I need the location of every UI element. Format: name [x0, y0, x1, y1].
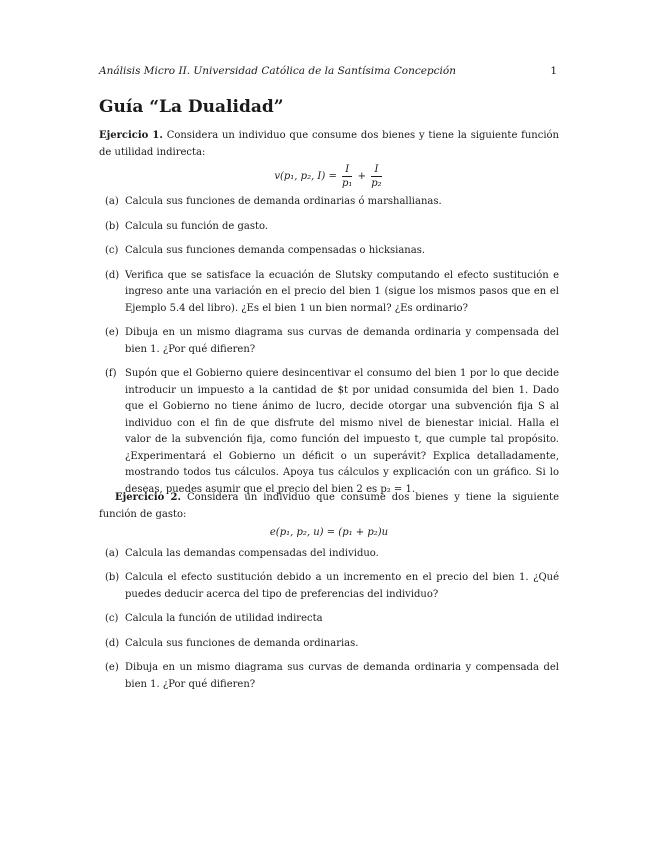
exercise-1-intro: Considera un individuo que consume dos bienes y tiene la siguiente función de utilidad indirecta: — [99, 130, 559, 158]
indirect-utility-formula — [99, 163, 559, 190]
exercise-2-item-a — [99, 546, 559, 563]
fraction-1-denominator: p₁ — [342, 178, 353, 189]
item-label: (d) — [105, 269, 120, 281]
item-text: Calcula sus funciones de demanda ordinarias. — [125, 637, 359, 649]
item-label: (c) — [105, 245, 119, 256]
exercise-2-statement — [99, 490, 559, 523]
exercise-1-item-a — [99, 194, 559, 211]
item-text: Verifica que se satisface la ecuación de Slutsky computando el efecto sustitución e ingreso ante una variación en el precio del bien 1 (sigue los mismos pasos que en el Ejemplo 5.4 del libro). ¿Es el bien 1 un bien normal? ¿Es ordinario? — [125, 269, 559, 314]
exercise-2-intro: Considera un individuo que consume dos bienes y tiene la siguiente función de gasto: — [99, 492, 559, 520]
exercise-2 — [99, 490, 559, 701]
page-number: 1 — [550, 65, 557, 77]
exercise-2-items — [99, 546, 559, 694]
exercise-1-item-c — [99, 243, 559, 260]
formula-lhs: v(p₁, p₂, I) = — [274, 171, 337, 182]
exercise-1-label: Ejercicio 1. — [99, 130, 163, 141]
item-label: (a) — [105, 196, 119, 207]
exercise-1-item-e — [99, 325, 559, 358]
formula-plus: + — [357, 171, 367, 182]
exercise-2-item-b — [99, 570, 559, 603]
item-text: Dibuja en un mismo diagrama sus curvas de demanda ordinaria y compensada del bien 1. ¿Por qué difieren? — [125, 662, 559, 690]
exercise-1-item-d — [99, 268, 559, 318]
exercise-1 — [99, 128, 559, 506]
fraction-2-numerator: I — [371, 163, 381, 177]
item-label: (e) — [105, 662, 119, 673]
exercise-2-item-c — [99, 611, 559, 628]
item-label: (b) — [105, 220, 120, 232]
exercise-1-item-b — [99, 219, 559, 236]
item-text: Calcula sus funciones de demanda ordinarias ó marshallianas. — [125, 196, 442, 207]
exercise-2-item-d — [99, 636, 559, 653]
item-label: (f) — [105, 368, 117, 379]
item-text: Dibuja en un mismo diagrama sus curvas de demanda ordinaria y compensada del bien 1. ¿Por qué difieren? — [125, 327, 559, 355]
item-label: (d) — [105, 637, 120, 649]
exercise-1-item-f — [99, 366, 559, 498]
fraction-2-denominator: p₂ — [371, 178, 382, 189]
item-text: Calcula las demandas compensadas del individuo. — [125, 547, 379, 559]
item-label: (a) — [105, 547, 119, 559]
item-label: (b) — [105, 572, 120, 583]
page-title: Guía “La Dualidad” — [99, 97, 284, 117]
running-title: Análisis Micro II. Universidad Católica de la Santísima Concepción — [99, 65, 456, 77]
item-text: Calcula la función de utilidad indirecta — [125, 613, 323, 624]
fraction-2 — [371, 163, 381, 190]
fraction-1 — [342, 163, 352, 190]
exercise-1-statement — [99, 128, 559, 161]
item-label: (e) — [105, 327, 119, 338]
exercise-1-items — [99, 194, 559, 498]
item-label: (c) — [105, 613, 119, 624]
running-header — [99, 65, 557, 77]
exercise-2-item-e — [99, 660, 559, 693]
exercise-2-label: Ejercicio 2. — [115, 492, 181, 503]
item-text: Calcula su función de gasto. — [125, 220, 268, 232]
item-text: Calcula sus funciones demanda compensadas o hicksianas. — [125, 245, 426, 256]
expenditure-function-formula: e(p₁, p₂, u) = (p₁ + p₂)u — [269, 527, 389, 538]
item-text: Calcula el efecto sustitución debido a un incremento en el precio del bien 1. ¿Qué puedes deducir acerca del tipo de preferencias del individuo? — [125, 572, 559, 600]
item-text: Supón que el Gobierno quiere desincentivar el consumo del bien 1 por lo que decide introducir un impuesto a la cantidad de $t por unidad consumida del bien 1. Dado que el Gobierno no tiene ánimo de lucro, decide otorgar una subvención fija S al individuo con el fin de que disfrute del mismo nivel de bienestar inicial. Halla el valor de la subvención fija, como función del impuesto t, que cumple tal propósito. ¿Experimentará el Gobierno un déficit o un superávit? Explica detalladamente, mostrando todos tus cálculos. Apoya tus cálculos y explicación con un gráfico. Si lo deseas, puedes asumir que el precio del bien 2 es p₂ = 1. — [125, 368, 559, 495]
fraction-1-numerator: I — [342, 163, 352, 177]
